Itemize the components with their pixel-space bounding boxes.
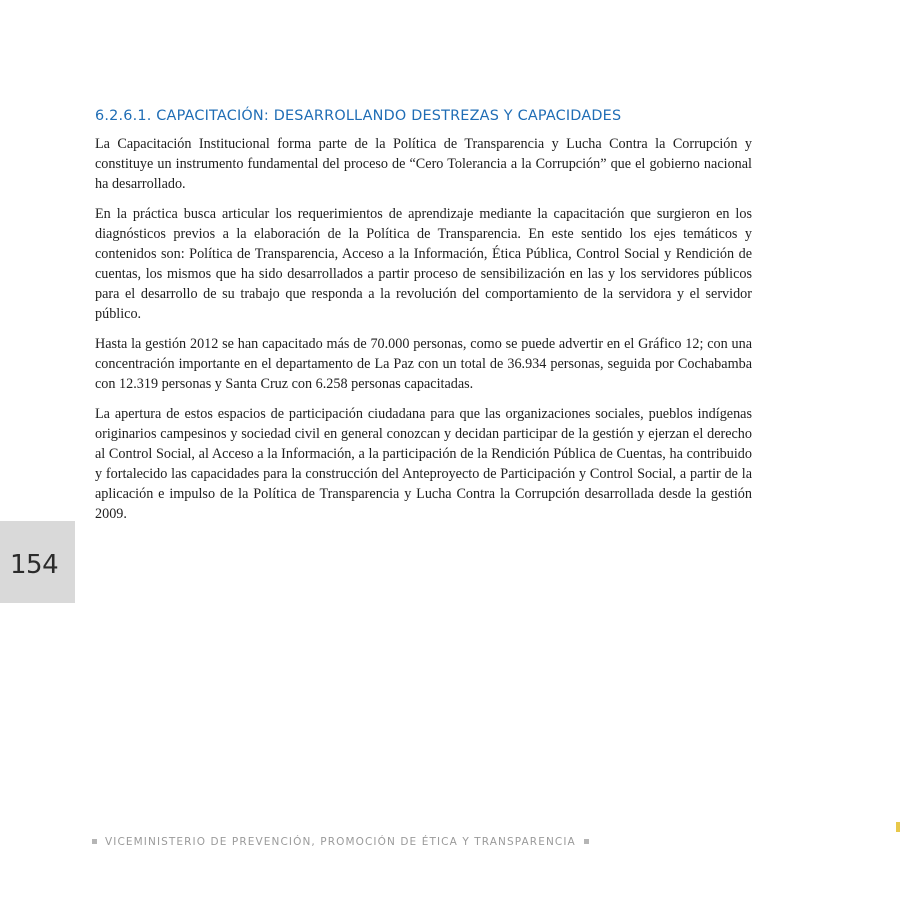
paragraph-3: Hasta la gestión 2012 se han capacitado más de 70.000 personas, como se puede advertir en el Gráfico 12; con una concentración importante en el departamento de La Paz con un total de 36.934 personas, seguida por Cochabamba con 12.319 personas y Santa Cruz con 6.258 personas capacitadas. [95,336,752,392]
paragraph-4: La apertura de estos espacios de participación ciudadana para que las organizaciones sociales, pueblos indígenas originarios campesinos y sociedad civil en general conozcan y decidan participar de la gestión y ejerzan el derecho al Control Social, al Acceso a la Información, a la participación de la Rendición Pública de Cuentas, ha contribuido y fortalecido las capacidades para la construcción del Anteproyecto de Participación y Control Social, a partir de la aplicación e impulso de la Política de Transparencia y Lucha Contra la Corrupción desarrollada desde la gestión 2009. [95,406,752,522]
footer [92,836,589,848]
page-number: 154 [10,550,59,580]
footer-bullet-left-icon [92,839,97,844]
section-title: 6.2.6.1. CAPACITACIÓN: DESARROLLANDO DESTREZAS Y CAPACIDADES [95,108,622,124]
paragraph-2: En la práctica busca articular los requerimientos de aprendizaje mediante la capacitación que surgieron en los diagnósticos previos a la elaboración de la Política de Transparencia. En este sentido los ejes temáticos y contenidos son: Política de Transparencia, Acceso a la Información, Ética Pública, Control Social y Rendición de cuentas, los mismos que ha sido desarrollados a partir proceso de sensibilización en las y los servidores públicos para el desarrollo de su trabajo que responda a la revolución del comportamiento de la servidora y el servidor público. [95,206,752,322]
edge-color-mark [896,822,900,832]
paragraph-1: La Capacitación Institucional forma parte de la Política de Transparencia y Lucha Contra la Corrupción y constituye un instrumento fundamental del proceso de “Cero Tolerancia a la Corrupción” que el gobierno nacional ha desarrollado. [95,136,752,192]
body-text [95,134,752,534]
footer-text: VICEMINISTERIO DE PREVENCIÓN, PROMOCIÓN DE ÉTICA Y TRANSPARENCIA [105,836,576,848]
footer-bullet-right-icon [584,839,589,844]
